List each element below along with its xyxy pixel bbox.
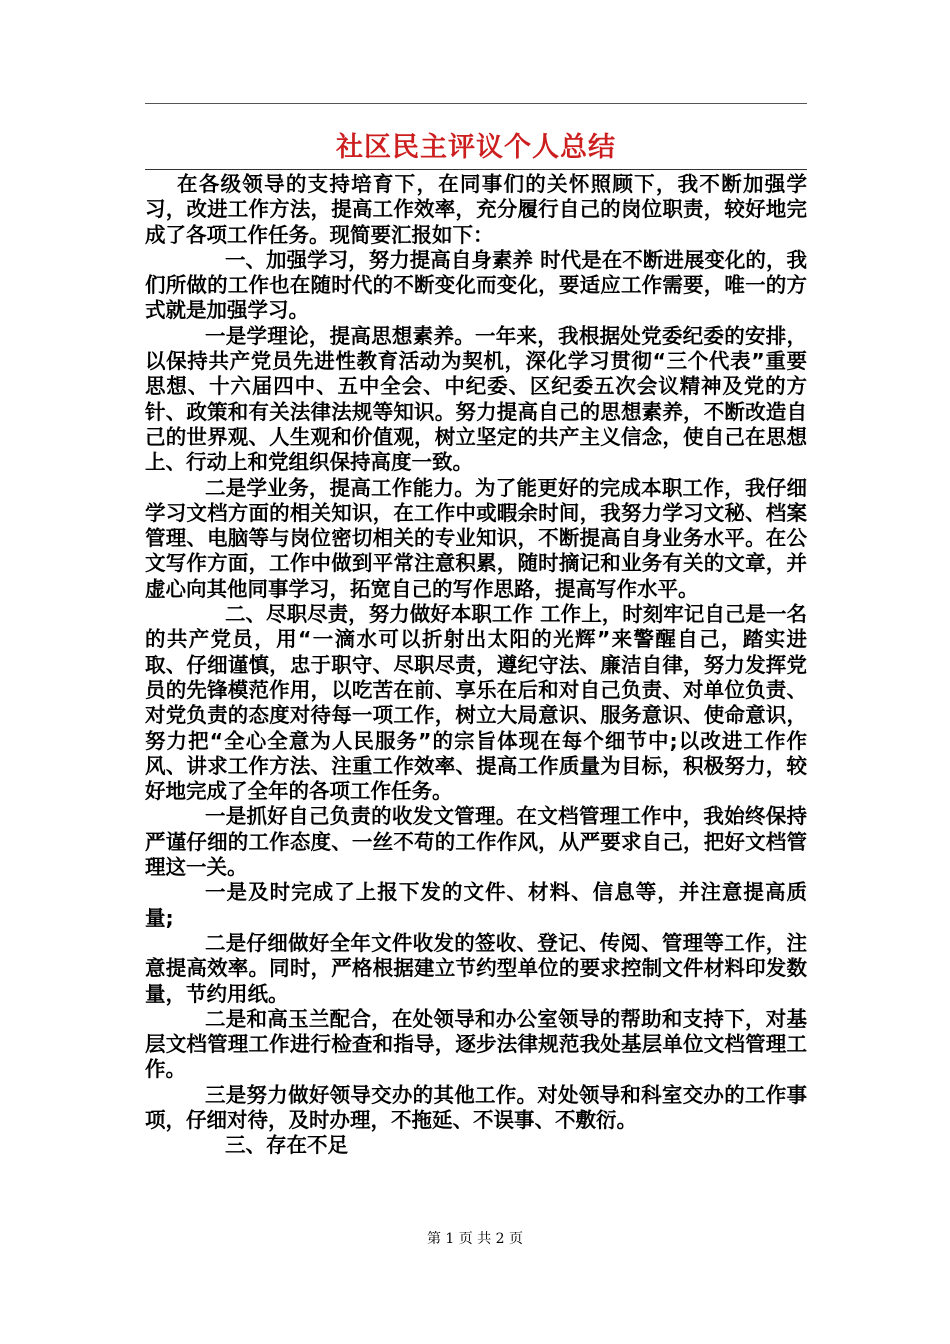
document-body <box>145 172 807 1159</box>
paragraph-timely-reporting: 一是及时完成了上报下发的文件、材料、信息等，并注意提高质量; <box>145 880 807 930</box>
paragraph-document-receipt: 二是仔细做好全年文件收发的签收、登记、传阅、管理等工作，注意提高效率。同时，严格根据建立节约型单位的要求控制文件材料印发数量，节约用纸。 <box>145 930 807 1006</box>
document-title: 社区民主评议个人总结 <box>336 132 616 163</box>
page-number: 第 1 页 共 2 页 <box>426 1231 524 1247</box>
paragraph-grassroots-guidance: 二是和高玉兰配合，在处领导和办公室领导的帮助和支持下，对基层文档管理工作进行检查和指导，逐步法律规范我处基层单位文档管理工作。 <box>145 1006 807 1082</box>
paragraph-intro: 在各级领导的支持培育下，在同事们的关怀照顾下，我不断加强学习，改进工作方法，提高工作效率，充分履行自己的岗位职责，较好地完成了各项工作任务。现简要汇报如下： <box>145 172 807 247</box>
header-rule <box>145 103 807 104</box>
paragraph-section-2-heading: 二、尽职尽责，努力做好本职工作 工作上，时刻牢记自己是一名的共产党员，用“一滴水可以折射出太阳的光辉”来警醒自己，踏实进取、仔细谨慎，忠于职守、尽职尽责，遵纪守法、廉洁自律，努力发挥党员的先锋模范作用，以吃苦在前、享乐在后和对自己负责、对单位负责、对党负责的态度对待每一项工作，树立大局意识、服务意识、使命意识，努力把“全心全意为人民服务”的宗旨体现在每个细节中;以改进工作作风、讲求工作方法、注重工作效率、提高工作质量为目标，积极努力，较好地完成了全年的各项工作任务。 <box>145 602 807 804</box>
paragraph-other-work: 三是努力做好领导交办的其他工作。对处领导和科室交办的工作事项，仔细对待，及时办理，不拖延、不误事、不敷衍。 <box>145 1082 807 1132</box>
paragraph-document-management: 一是抓好自己负责的收发文管理。在文档管理工作中，我始终保持严谨仔细的工作态度、一丝不苟的工作作风，从严要求自己，把好文档管理这一关。 <box>145 804 807 880</box>
paragraph-study-theory: 一是学理论，提高思想素养。一年来，我根据处党委纪委的安排，以保持共产党员先进性教育活动为契机，深化学习贯彻“三个代表”重要思想、十六届四中、五中全会、中纪委、区纪委五次会议精神及党的方针、政策和有关法律法规等知识。努力提高自己的思想素养，不断改造自己的世界观、人生观和价值观，树立坚定的共产主义信念，使自己在思想上、行动上和党组织保持高度一致。 <box>145 323 807 475</box>
paragraph-section-3-heading: 三、存在不足 <box>225 1133 348 1158</box>
paragraph-study-business: 二是学业务，提高工作能力。为了能更好的完成本职工作，我仔细学习文档方面的相关知识，在工作中或暇余时间，我努力学习文秘、档案管理、电脑等与岗位密切相关的专业知识，不断提高自身业务水平。在公文写作方面，工作中做到平常注意积累，随时摘记和业务有关的文章，并虚心向其他同事学习，拓宽自己的写作思路，提高写作水平。 <box>145 475 807 601</box>
paragraph-section-1-heading: 一、加强学习，努力提高自身素养 时代是在不断进展变化的，我们所做的工作也在随时代的不断变化而变化，要适应工作需要，唯一的方式就是加强学习。 <box>145 247 807 323</box>
title-underline <box>145 169 807 170</box>
